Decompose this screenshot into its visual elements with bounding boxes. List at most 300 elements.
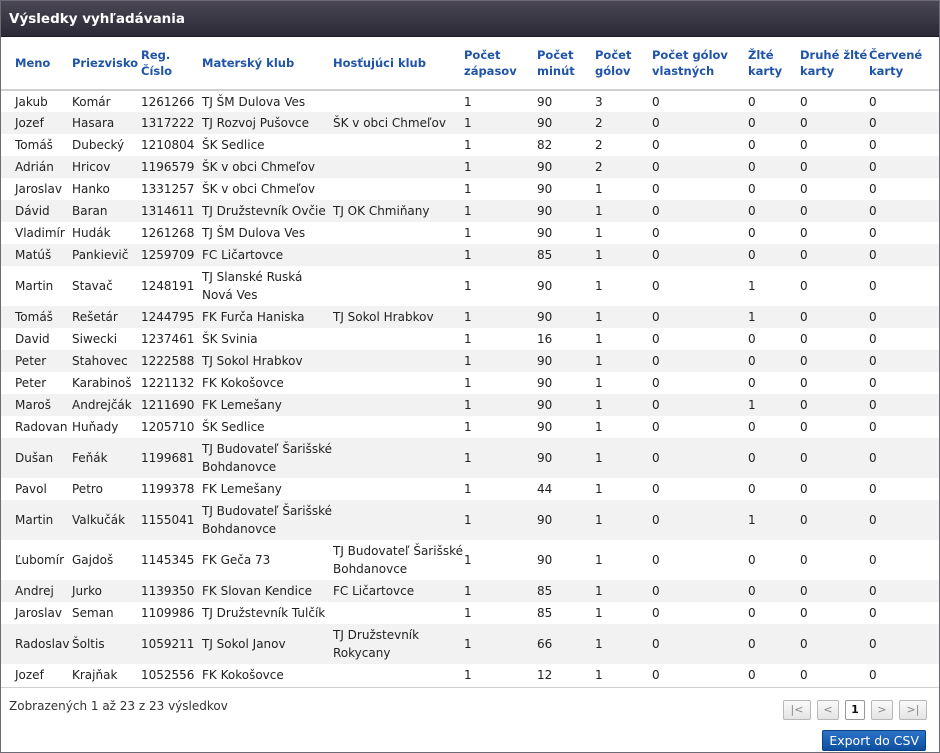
table-cell: 1	[463, 500, 536, 540]
table-cell: 44	[536, 478, 594, 500]
table-cell: 1052556	[140, 664, 201, 686]
table-cell: 1	[594, 602, 651, 624]
table-cell: 0	[799, 178, 868, 200]
table-cell: Hanko	[71, 178, 140, 200]
table-cell	[332, 328, 463, 350]
table-cell: Radovan	[1, 416, 71, 438]
table-row	[1, 178, 939, 200]
table-cell: 1	[463, 372, 536, 394]
table-cell: Pankievič	[71, 244, 140, 266]
table-row	[1, 664, 939, 686]
table-cell: 0	[747, 178, 799, 200]
table-cell: 0	[747, 372, 799, 394]
table-cell: 1	[594, 500, 651, 540]
table-cell: Peter	[1, 372, 71, 394]
table-cell: 0	[651, 222, 747, 244]
table-row	[1, 134, 939, 156]
table-cell: 0	[747, 624, 799, 664]
table-cell: Ľubomír	[1, 540, 71, 580]
table-cell: 1259709	[140, 244, 201, 266]
table-cell: 0	[868, 244, 939, 266]
table-cell	[332, 664, 463, 686]
col-header[interactable]: Červené karty	[868, 37, 939, 90]
table-cell: 0	[799, 478, 868, 500]
table-cell: 0	[747, 134, 799, 156]
table-cell: 1	[463, 394, 536, 416]
col-header[interactable]: Druhé žlté karty	[799, 37, 868, 90]
table-cell: 16	[536, 328, 594, 350]
table-cell: 0	[747, 664, 799, 686]
table-cell: 0	[747, 602, 799, 624]
table-cell: 0	[651, 156, 747, 178]
table-header-row	[1, 37, 939, 90]
table-cell: Hudák	[71, 222, 140, 244]
table-cell: 0	[799, 540, 868, 580]
table-cell: TJ Sokol Hrabkov	[201, 350, 332, 372]
table-cell: 90	[536, 438, 594, 478]
table-cell: Dubecký	[71, 134, 140, 156]
table-cell: TJ Rozvoj Pušovce	[201, 112, 332, 134]
table-row	[1, 416, 939, 438]
table-cell: ŠK v obci Chmeľov	[332, 112, 463, 134]
table-cell	[332, 602, 463, 624]
table-cell: 1	[594, 416, 651, 438]
col-header[interactable]: Materský klub	[201, 37, 332, 90]
table-cell: ŠK Svinia	[201, 328, 332, 350]
table-cell: 90	[536, 416, 594, 438]
table-cell	[332, 178, 463, 200]
table-cell: 2	[594, 156, 651, 178]
table-cell: 1	[463, 266, 536, 306]
table-row	[1, 580, 939, 602]
table-cell: 0	[868, 478, 939, 500]
table-cell: Huňady	[71, 416, 140, 438]
col-header[interactable]: Počet minút	[536, 37, 594, 90]
table-cell: 0	[651, 478, 747, 500]
table-row	[1, 222, 939, 244]
table-cell: Stavač	[71, 266, 140, 306]
table-cell: Seman	[71, 602, 140, 624]
table-cell	[332, 394, 463, 416]
table-row	[1, 624, 939, 664]
table-cell: 0	[868, 112, 939, 134]
table-cell: 1314611	[140, 200, 201, 222]
table-cell: Krajňak	[71, 664, 140, 686]
table-cell: 0	[868, 500, 939, 540]
table-cell: 0	[747, 350, 799, 372]
table-cell: TJ Družstevník Ovčie	[201, 200, 332, 222]
table-cell: 0	[799, 350, 868, 372]
table-cell: 1222588	[140, 350, 201, 372]
table-cell: 0	[799, 580, 868, 602]
table-cell: FK Slovan Kendice	[201, 580, 332, 602]
col-header[interactable]: Priezvisko	[71, 37, 140, 90]
table-cell: 0	[747, 90, 799, 112]
table-cell	[332, 134, 463, 156]
table-cell: FK Kokošovce	[201, 372, 332, 394]
table-cell: Dušan	[1, 438, 71, 478]
table-cell: 0	[868, 394, 939, 416]
table-cell: 90	[536, 500, 594, 540]
table-cell: 1	[463, 602, 536, 624]
table-cell	[332, 438, 463, 478]
col-header[interactable]: Reg. Číslo	[140, 37, 201, 90]
table-cell: Tomáš	[1, 134, 71, 156]
table-cell: 1	[594, 266, 651, 306]
table-cell: 0	[868, 438, 939, 478]
table-cell: 0	[651, 438, 747, 478]
table-cell: 0	[651, 394, 747, 416]
table-cell: 0	[868, 350, 939, 372]
table-cell: 1199681	[140, 438, 201, 478]
table-cell: 0	[868, 580, 939, 602]
table-body	[1, 90, 939, 686]
table-cell: Hricov	[71, 156, 140, 178]
table-cell: 2	[594, 134, 651, 156]
table-cell: 0	[747, 112, 799, 134]
table-cell: 0	[651, 306, 747, 328]
prev-page-button[interactable]: <	[817, 700, 839, 720]
table-cell: 1210804	[140, 134, 201, 156]
table-cell: 0	[747, 580, 799, 602]
table-cell: Andrej	[1, 580, 71, 602]
table-cell: 1205710	[140, 416, 201, 438]
table-cell: 0	[799, 372, 868, 394]
table-cell: 1	[594, 244, 651, 266]
table-cell: 90	[536, 90, 594, 112]
table-cell: ŠK Sedlice	[201, 416, 332, 438]
table-cell: 0	[747, 540, 799, 580]
table-cell: 1	[594, 372, 651, 394]
table-cell: 1211690	[140, 394, 201, 416]
table-cell: 2	[594, 112, 651, 134]
table-cell: TJ Budovateľ Šarišské Bohdanovce	[201, 500, 332, 540]
table-cell: Pavol	[1, 478, 71, 500]
table-cell: 0	[799, 156, 868, 178]
table-cell: ŠK v obci Chmeľov	[201, 178, 332, 200]
table-cell: 0	[799, 112, 868, 134]
table-cell: 1059211	[140, 624, 201, 664]
table-cell: TJ ŠM Dulova Ves	[201, 222, 332, 244]
table-cell: 1	[463, 134, 536, 156]
table-cell: 0	[799, 328, 868, 350]
table-cell	[332, 372, 463, 394]
table-cell: 0	[799, 416, 868, 438]
table-cell: 90	[536, 178, 594, 200]
table-cell: Jurko	[71, 580, 140, 602]
pagination	[783, 700, 927, 720]
table-cell: Siwecki	[71, 328, 140, 350]
table-cell: Baran	[71, 200, 140, 222]
table-cell: TJ Sokol Janov	[201, 624, 332, 664]
table-cell: Dávid	[1, 200, 71, 222]
table-cell: 0	[868, 328, 939, 350]
table-cell: Tomáš	[1, 306, 71, 328]
table-cell: 1221132	[140, 372, 201, 394]
table-cell: FK Lemešany	[201, 478, 332, 500]
table-cell: FK Geča 73	[201, 540, 332, 580]
table-cell: 1	[463, 244, 536, 266]
table-cell: 0	[799, 602, 868, 624]
table-cell: 1	[594, 350, 651, 372]
table-cell: 0	[651, 500, 747, 540]
table-cell: 0	[651, 540, 747, 580]
table-cell: 0	[651, 602, 747, 624]
table-cell: 90	[536, 266, 594, 306]
table-cell: 1	[463, 478, 536, 500]
table-cell: Gajdoš	[71, 540, 140, 580]
table-cell: Martin	[1, 266, 71, 306]
table-cell: 0	[651, 416, 747, 438]
table-cell: TJ Družstevník Tulčík	[201, 602, 332, 624]
table-cell: 1	[463, 438, 536, 478]
table-cell: Andrejčák	[71, 394, 140, 416]
table-cell: TJ Slanské Ruská Nová Ves	[201, 266, 332, 306]
table-cell: 0	[799, 664, 868, 686]
col-header[interactable]: Počet gólov	[594, 37, 651, 90]
table-row	[1, 394, 939, 416]
table-cell: 1	[463, 540, 536, 580]
table-cell: Jaroslav	[1, 178, 71, 200]
table-cell: 1	[594, 222, 651, 244]
table-cell: 0	[747, 156, 799, 178]
table-cell: 1	[463, 664, 536, 686]
table-cell: 0	[747, 244, 799, 266]
table-cell: 0	[651, 372, 747, 394]
export-csv-button[interactable]: Export do CSV	[822, 730, 926, 751]
table-cell: 1237461	[140, 328, 201, 350]
table-cell: 1331257	[140, 178, 201, 200]
table-cell: 82	[536, 134, 594, 156]
table-cell: 1	[463, 222, 536, 244]
table-cell: 0	[799, 500, 868, 540]
table-cell: 1	[594, 624, 651, 664]
table-cell: 1261266	[140, 90, 201, 112]
table-cell: 1	[594, 200, 651, 222]
table-cell: 1	[594, 478, 651, 500]
table-cell: 0	[868, 266, 939, 306]
table-cell: 3	[594, 90, 651, 112]
col-header[interactable]: Hosťujúci klub	[332, 37, 463, 90]
table-cell: 0	[868, 416, 939, 438]
table-cell: 0	[799, 266, 868, 306]
table-cell: 0	[747, 328, 799, 350]
table-cell: 1	[463, 156, 536, 178]
table-cell: 1	[594, 394, 651, 416]
table-cell: 0	[651, 134, 747, 156]
table-cell: 90	[536, 350, 594, 372]
table-row	[1, 306, 939, 328]
table-row	[1, 500, 939, 540]
col-header[interactable]: Počet gólov vlastných	[651, 37, 747, 90]
table-cell: 90	[536, 394, 594, 416]
table-cell: 0	[651, 664, 747, 686]
table-cell: 1	[594, 178, 651, 200]
table-cell: TJ ŠM Dulova Ves	[201, 90, 332, 112]
table-cell: Radoslav	[1, 624, 71, 664]
next-page-button[interactable]: >	[871, 700, 893, 720]
table-cell: 0	[799, 624, 868, 664]
table-cell: 1	[747, 306, 799, 328]
table-cell: 0	[747, 222, 799, 244]
table-cell: FK Lemešany	[201, 394, 332, 416]
table-cell: Peter	[1, 350, 71, 372]
table-cell: 1	[463, 328, 536, 350]
table-cell: 90	[536, 372, 594, 394]
table-row	[1, 90, 939, 112]
table-cell: 0	[651, 266, 747, 306]
table-cell: 1139350	[140, 580, 201, 602]
table-cell	[332, 90, 463, 112]
table-cell: 0	[651, 200, 747, 222]
table-cell: 1	[747, 394, 799, 416]
table-cell: 1155041	[140, 500, 201, 540]
table-cell: 0	[868, 90, 939, 112]
table-cell	[332, 266, 463, 306]
table-cell: 90	[536, 306, 594, 328]
table-cell: 85	[536, 244, 594, 266]
table-cell: Stahovec	[71, 350, 140, 372]
table-cell: Jaroslav	[1, 602, 71, 624]
col-header[interactable]: Meno	[1, 37, 71, 90]
table-cell: 0	[651, 90, 747, 112]
table-cell: Rešetár	[71, 306, 140, 328]
last-page-button[interactable]: >|	[899, 700, 927, 720]
first-page-button[interactable]: |<	[783, 700, 811, 720]
table-cell: 0	[868, 156, 939, 178]
table-cell: 1	[594, 664, 651, 686]
table-cell: 0	[651, 580, 747, 602]
table-cell: 0	[799, 134, 868, 156]
table-cell: 0	[868, 200, 939, 222]
table-cell: TJ OK Chmiňany	[332, 200, 463, 222]
table-cell: 0	[651, 178, 747, 200]
table-cell: Vladimír	[1, 222, 71, 244]
table-cell	[332, 222, 463, 244]
table-cell: 0	[651, 112, 747, 134]
table-cell: 1	[463, 178, 536, 200]
table-cell: 0	[868, 540, 939, 580]
table-cell: TJ Družstevník Rokycany	[332, 624, 463, 664]
table-cell: 1	[594, 306, 651, 328]
table-cell: 0	[747, 478, 799, 500]
table-row	[1, 112, 939, 134]
table-cell	[332, 500, 463, 540]
table-cell: Jozef	[1, 112, 71, 134]
table-cell: 1	[463, 350, 536, 372]
table-cell: 0	[799, 90, 868, 112]
table-cell: 1	[463, 624, 536, 664]
table-cell: 90	[536, 112, 594, 134]
table-cell	[332, 156, 463, 178]
table-cell: Valkučák	[71, 500, 140, 540]
table-cell: 1	[463, 200, 536, 222]
table-cell: 1	[463, 416, 536, 438]
table-cell: 90	[536, 156, 594, 178]
table-footer	[1, 687, 939, 752]
table-cell: 0	[868, 602, 939, 624]
table-cell	[332, 244, 463, 266]
table-cell: 0	[799, 222, 868, 244]
results-table	[1, 37, 939, 686]
table-cell: 1244795	[140, 306, 201, 328]
table-cell: 90	[536, 222, 594, 244]
table-cell: Maroš	[1, 394, 71, 416]
table-cell: FK Furča Haniska	[201, 306, 332, 328]
table-row	[1, 200, 939, 222]
table-cell: 1	[463, 90, 536, 112]
table-cell: 0	[868, 306, 939, 328]
window-title: Výsledky vyhľadávania	[1, 1, 939, 37]
table-cell: TJ Budovateľ Šarišské Bohdanovce	[332, 540, 463, 580]
table-cell: 0	[651, 350, 747, 372]
table-cell: 0	[651, 624, 747, 664]
table-row	[1, 244, 939, 266]
table-cell: 1	[594, 328, 651, 350]
table-cell: 1	[463, 112, 536, 134]
table-cell: 0	[868, 664, 939, 686]
table-cell: 12	[536, 664, 594, 686]
table-row	[1, 478, 939, 500]
table-cell: 90	[536, 540, 594, 580]
table-cell: 1199378	[140, 478, 201, 500]
table-cell: 0	[868, 178, 939, 200]
table-cell: Matúš	[1, 244, 71, 266]
table-row	[1, 540, 939, 580]
table-cell: 0	[799, 438, 868, 478]
table-cell: 0	[799, 200, 868, 222]
table-cell: TJ Sokol Hrabkov	[332, 306, 463, 328]
current-page[interactable]: 1	[845, 700, 865, 720]
table-cell	[332, 416, 463, 438]
table-cell: 1	[463, 580, 536, 602]
table-cell: 1	[594, 438, 651, 478]
table-row	[1, 602, 939, 624]
table-cell: Feňák	[71, 438, 140, 478]
table-cell: FK Kokošovce	[201, 664, 332, 686]
table-cell: Martin	[1, 500, 71, 540]
table-cell: 0	[651, 244, 747, 266]
table-cell: 0	[868, 624, 939, 664]
table-cell: ŠK Sedlice	[201, 134, 332, 156]
table-cell: 1109986	[140, 602, 201, 624]
table-cell: 1145345	[140, 540, 201, 580]
table-cell: 0	[868, 372, 939, 394]
table-cell: 0	[747, 416, 799, 438]
table-cell: 1	[594, 580, 651, 602]
table-row	[1, 372, 939, 394]
table-cell: 0	[868, 134, 939, 156]
table-row	[1, 438, 939, 478]
table-cell: 1317222	[140, 112, 201, 134]
table-cell: Petro	[71, 478, 140, 500]
col-header[interactable]: Žlté karty	[747, 37, 799, 90]
table-cell: 0	[747, 200, 799, 222]
table-cell: 0	[799, 306, 868, 328]
table-cell: Jozef	[1, 664, 71, 686]
table-cell: David	[1, 328, 71, 350]
col-header[interactable]: Počet zápasov	[463, 37, 536, 90]
table-cell: Komár	[71, 90, 140, 112]
table-cell: 85	[536, 602, 594, 624]
table-cell: 85	[536, 580, 594, 602]
table-cell: TJ Budovateľ Šarišské Bohdanovce	[201, 438, 332, 478]
table-row	[1, 266, 939, 306]
table-cell	[332, 478, 463, 500]
table-cell: Hasara	[71, 112, 140, 134]
table-cell	[332, 350, 463, 372]
table-cell: 0	[868, 222, 939, 244]
